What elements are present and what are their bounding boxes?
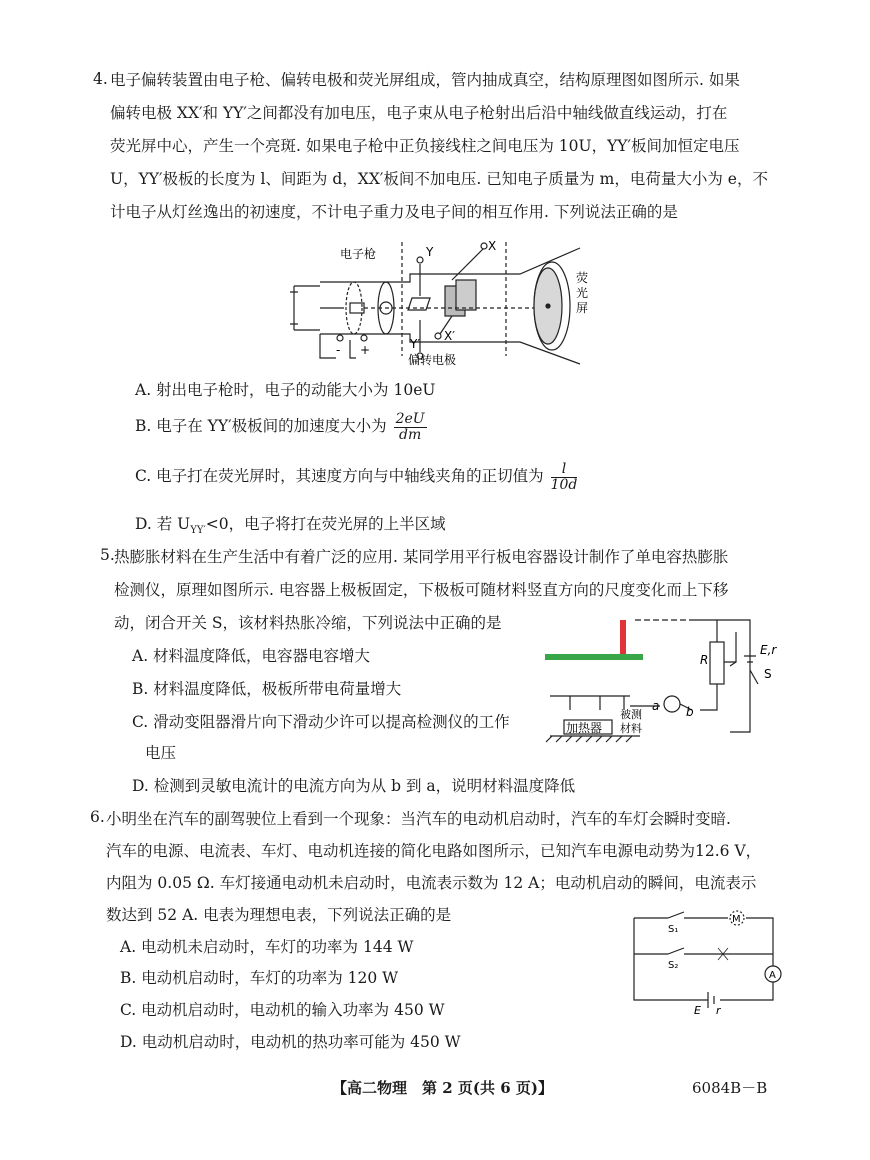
screen-label-3: 屏 bbox=[576, 301, 589, 315]
q5-line-1: 热膨胀材料在生产生活中有着广泛的应用. 某同学用平行板电容器设计制作了单电容热膨胀 bbox=[114, 548, 729, 566]
q4-option-d bbox=[135, 512, 446, 536]
q5-capacitor-diagram bbox=[540, 612, 790, 747]
q5-option-b: B. 材料温度降低，极板所带电荷量增大 bbox=[132, 680, 402, 698]
switch-label: S bbox=[764, 667, 772, 681]
page-footer: 【高二物理 第 2 页(共 6 页)】 bbox=[332, 1079, 553, 1097]
screen-label-1: 荧 bbox=[576, 271, 589, 285]
q4-option-d-text: D. 若 U bbox=[135, 515, 191, 533]
q5-line-3: 动，闭合开关 S，该材料热胀冷缩，下列说法中正确的是 bbox=[114, 614, 502, 632]
q6-line-1: 小明坐在汽车的副驾驶位上看到一个现象：当汽车的电动机启动时，汽车的车灯会瞬时变暗. bbox=[106, 810, 731, 828]
motor-label: M bbox=[732, 914, 741, 925]
plus-terminal-label: + bbox=[360, 343, 371, 357]
q4-option-d-sub: YY′ bbox=[190, 525, 206, 537]
plates-label: 偏转电极 bbox=[408, 353, 457, 367]
y-plate-label: Y bbox=[426, 245, 434, 259]
switch-s1-label: S₁ bbox=[668, 924, 679, 935]
q4-option-b-numerator: 2eU bbox=[395, 411, 425, 427]
q5-option-a: A. 材料温度降低，电容器电容增大 bbox=[132, 647, 371, 665]
resistor-label: R bbox=[700, 653, 709, 667]
q6-option-c: C. 电动机启动时，电动机的输入功率为 450 W bbox=[120, 1001, 445, 1019]
minus-terminal-label: - bbox=[336, 343, 341, 357]
internal-resistance-label: r bbox=[716, 1004, 721, 1016]
q4-option-c bbox=[135, 462, 579, 492]
emf-label: E bbox=[694, 1004, 701, 1016]
green-bar bbox=[545, 654, 643, 660]
q4-option-a: A. 射出电子枪时，电子的动能大小为 10eU bbox=[135, 381, 436, 399]
source-label: E,r bbox=[760, 643, 777, 657]
paper-code: 6084B－B bbox=[692, 1079, 768, 1097]
x2-plate-label: X′ bbox=[444, 329, 455, 343]
q4-option-d-rest: <0，电子将打在荧光屏的上半区域 bbox=[205, 515, 446, 533]
q4-line-2: 偏转电极 XX′和 YY′之间都没有加电压，电子束从电子枪射出后沿中轴线做直线运动，打在 bbox=[110, 104, 728, 122]
y2-plate-label: Y′ bbox=[410, 337, 421, 351]
q4-option-b-denominator: dm bbox=[398, 426, 422, 443]
q6-line-2: 汽车的电源、电流表、车灯、电动机连接的简化电路如图所示，已知汽车电源电动势为12.6 V， bbox=[106, 842, 762, 860]
q6-circuit-diagram bbox=[628, 908, 803, 1016]
q6-option-b: B. 电动机启动时，车灯的功率为 120 W bbox=[120, 969, 399, 987]
ammeter-label: A bbox=[769, 970, 776, 981]
terminal-a-label: a bbox=[652, 699, 660, 713]
q6-line-3: 内阻为 0.05 Ω. 车灯接通电动机未启动时，电流表示数为 12 A；电动机启动的瞬间，电流表示 bbox=[106, 874, 757, 892]
q6-line-4: 数达到 52 A. 电表为理想电表，下列说法正确的是 bbox=[106, 906, 452, 924]
q4-option-b-text: B. 电子在 YY′极板间的加速度大小为 bbox=[135, 417, 387, 436]
q4-number: 4. bbox=[93, 70, 108, 88]
q6-number: 6. bbox=[90, 808, 105, 826]
q5-option-d: D. 检测到灵敏电流计的电流方向为从 b 到 a，说明材料温度降低 bbox=[132, 777, 576, 795]
q5-option-c-2: 电压 bbox=[145, 744, 177, 762]
q4-option-b-fraction bbox=[394, 412, 427, 442]
q4-option-c-text: C. 电子打在荧光屏时，其速度方向与中轴线夹角的正切值为 bbox=[135, 467, 544, 486]
q4-line-1: 电子偏转装置由电子枪、偏转电极和荧光屏组成，管内抽成真空，结构原理图如图所示. 如果 bbox=[110, 71, 740, 89]
gun-label: 电子枪 bbox=[340, 247, 377, 261]
terminal-b-label: b bbox=[686, 705, 694, 719]
screen-label-2: 光 bbox=[576, 286, 589, 300]
q4-option-c-fraction bbox=[551, 462, 578, 492]
q4-line-5: 计电子从灯丝逸出的初速度，不计电子重力及电子间的相互作用. 下列说法正确的是 bbox=[110, 203, 678, 221]
q4-line-3: 荧光屏中心，产生一个亮斑. 如果电子枪中正负接线柱之间电压为 10U，YY′板间加恒定电压 bbox=[110, 137, 740, 155]
q4-option-c-numerator: l bbox=[551, 462, 578, 478]
q5-option-c-1: C. 滑动变阻器滑片向下滑动少许可以提高检测仪的工作 bbox=[132, 713, 510, 731]
q5-number: 5. bbox=[100, 546, 115, 564]
sample-label-2: 材料 bbox=[620, 722, 642, 735]
heater-label: 加热器 bbox=[566, 721, 603, 735]
q6-option-d: D. 电动机启动时，电动机的热功率可能为 450 W bbox=[120, 1033, 461, 1051]
q5-line-2: 检测仪，原理如图所示. 电容器上极板固定，下极板可随材料竖直方向的尺度变化而上下移 bbox=[114, 581, 729, 599]
q4-line-4: U，YY′极板的长度为 l、间距为 d，XX′板间不加电压. 已知电子质量为 m，电荷量大小为 e，不 bbox=[110, 170, 768, 188]
q4-crt-diagram bbox=[280, 230, 610, 370]
q4-option-b bbox=[135, 412, 429, 442]
switch-s2-label: S₂ bbox=[668, 960, 679, 971]
sample-label-1: 被测 bbox=[620, 708, 642, 721]
q6-option-a: A. 电动机未启动时，车灯的功率为 144 W bbox=[120, 938, 414, 956]
q4-option-c-denominator: 10d bbox=[550, 476, 578, 493]
x-plate-label: X bbox=[488, 239, 497, 253]
